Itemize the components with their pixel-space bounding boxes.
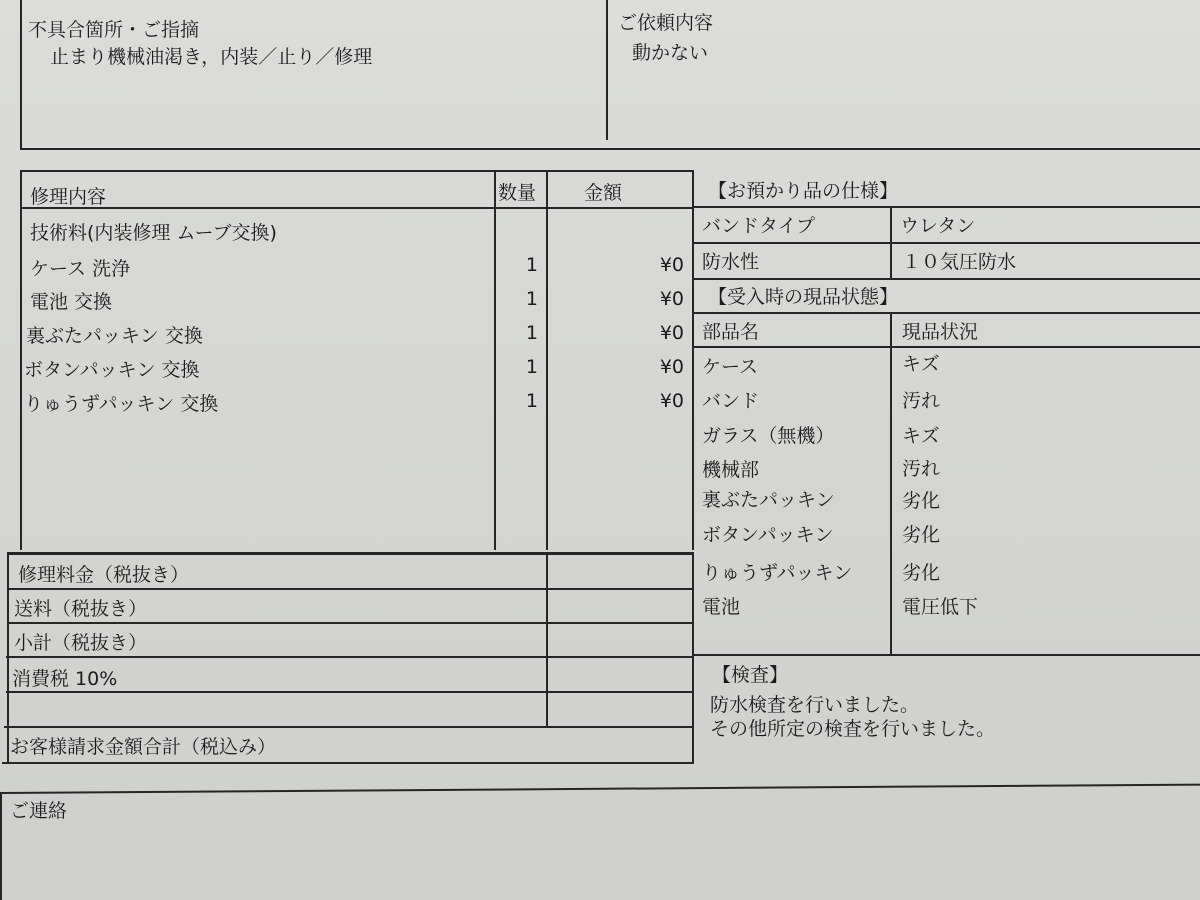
condition-header-line [694, 346, 1200, 348]
repair-col-item-header: 修理内容 [30, 186, 107, 208]
condition-status: 汚れ [902, 458, 941, 480]
contact-heading: ご連絡 [10, 800, 68, 822]
repair-row-qty: 1 [525, 356, 538, 378]
repair-row-amount: ¥0 [659, 356, 684, 378]
qty-column-line [494, 170, 496, 550]
condition-status: 電圧低下 [902, 596, 979, 618]
condition-status: 汚れ [902, 390, 941, 412]
condition-status: 劣化 [902, 524, 941, 546]
request-heading: ご依頼内容 [618, 12, 714, 34]
summary-amount-line [546, 552, 548, 726]
condition-part: りゅうずパッキン [702, 562, 853, 584]
condition-part: バンド [702, 390, 760, 412]
repair-row-qty: 1 [525, 322, 538, 344]
summary-right-edge [692, 552, 694, 764]
repair-col-qty-header: 数量 [498, 182, 537, 204]
repair-col-amount-header: 金額 [584, 182, 623, 204]
defects-heading: 不具合箇所・ご指摘 [28, 19, 200, 41]
condition-bottom-line [694, 654, 1200, 656]
spec-value: ウレタン [900, 215, 976, 237]
defects-text: 止まり機械油渇き，内装／止り／修理 [50, 46, 373, 68]
repair-row-qty: 1 [525, 254, 538, 276]
summary-label: 小計（税抜き） [14, 632, 148, 654]
contact-left-edge [0, 794, 2, 900]
repair-row-item: 電池 交換 [30, 291, 113, 313]
repair-row-item: りゅうずパッキン 交換 [24, 393, 219, 415]
condition-status: キズ [902, 425, 940, 447]
spec-label: 防水性 [702, 251, 760, 273]
repair-row-amount: ¥0 [659, 288, 684, 310]
repair-row-qty: 1 [525, 288, 538, 310]
repair-row-qty: 1 [525, 390, 538, 412]
condition-col-part: 部品名 [702, 321, 760, 343]
repair-row-amount: ¥0 [659, 390, 684, 412]
condition-top-line [694, 312, 1200, 314]
summary-label: 修理料金（税抜き） [18, 564, 190, 586]
condition-divider [890, 312, 892, 654]
request-text: 動かない [632, 42, 709, 64]
total-label: お客様請求金額合計（税込み） [10, 736, 277, 758]
repair-row-item: ケース 洗浄 [30, 258, 131, 280]
amount-column-line [546, 170, 548, 550]
inspection-heading: 【検査】 [712, 664, 789, 686]
repair-row-item: 技術料(内装修理 ムーブ交換) [30, 222, 277, 244]
top-section-divider [606, 0, 608, 140]
repair-row-item: ボタンパッキン 交換 [24, 359, 200, 381]
contact-top-line [0, 784, 1200, 794]
repair-row-amount: ¥0 [659, 254, 684, 276]
summary-top-line [8, 552, 694, 555]
spec-value: １０気圧防水 [902, 251, 1017, 273]
condition-part: 機械部 [702, 459, 760, 481]
summary-left-edge [7, 552, 9, 764]
summary-line [8, 588, 694, 590]
inspection-line: その他所定の検査を行いました。 [710, 718, 996, 740]
summary-label: 送料（税抜き） [14, 598, 148, 620]
summary-bottom-line [2, 762, 694, 764]
summary-line [6, 656, 694, 658]
condition-status: 劣化 [902, 490, 941, 512]
condition-part: ボタンパッキン [702, 524, 834, 546]
condition-part: 電池 [702, 596, 741, 618]
repair-row-item: 裏ぶたパッキン 交換 [26, 325, 203, 347]
condition-part: 裏ぶたパッキン [702, 489, 835, 511]
summary-line [4, 726, 694, 728]
condition-heading: 【受入時の現品状態】 [708, 286, 899, 308]
condition-status: 劣化 [902, 562, 941, 584]
condition-col-status: 現品状況 [902, 321, 979, 343]
condition-part: ケース [702, 356, 759, 378]
spec-label: バンドタイプ [702, 215, 816, 237]
summary-line [8, 622, 694, 624]
specs-heading: 【お預かり品の仕様】 [708, 180, 899, 202]
specs-top-line [694, 206, 1200, 208]
specs-divider [890, 206, 892, 278]
condition-part: ガラス（無機） [702, 425, 835, 447]
specs-row-line [694, 242, 1200, 244]
specs-bottom-line [694, 278, 1200, 280]
condition-status: キズ [902, 353, 940, 375]
summary-label: 消費税 10% [12, 668, 118, 690]
repair-header-line [20, 207, 694, 209]
inspection-line: 防水検査を行いました。 [710, 694, 920, 716]
summary-line [6, 691, 694, 693]
repair-row-amount: ¥0 [659, 322, 684, 344]
